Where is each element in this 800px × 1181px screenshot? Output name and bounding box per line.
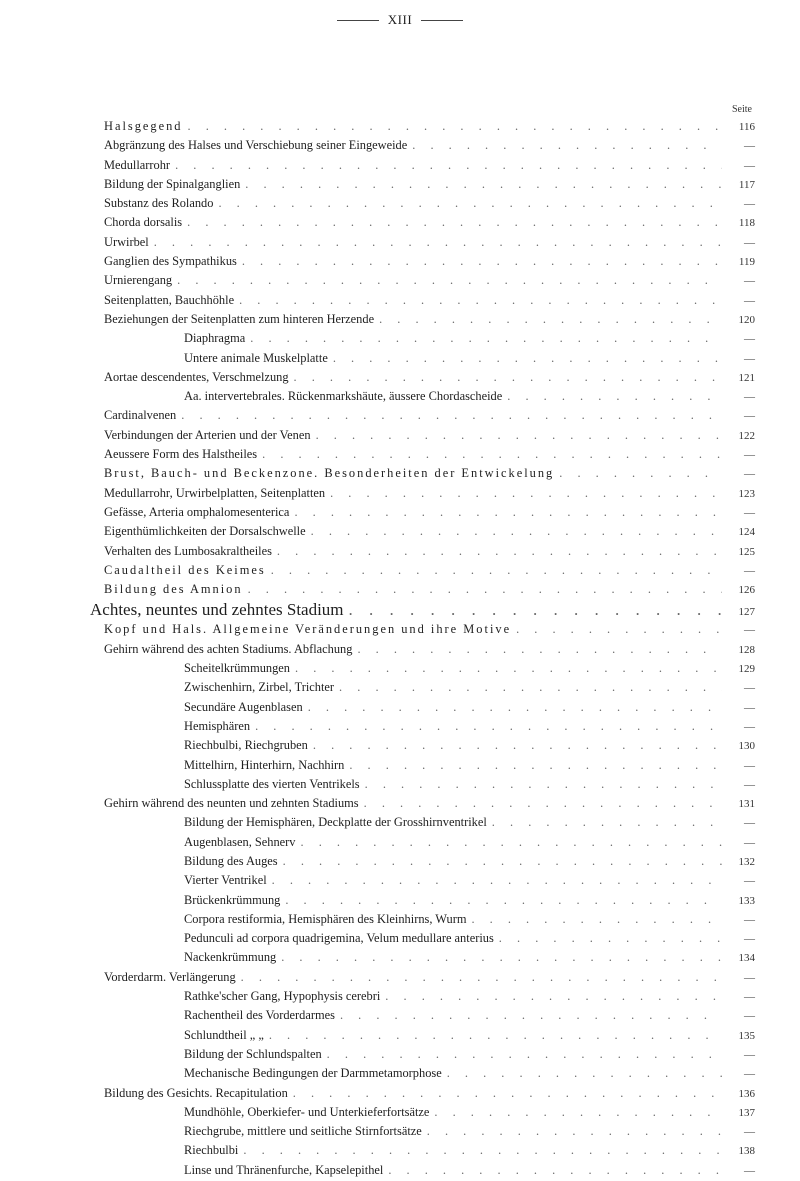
toc-entry-page: — bbox=[744, 624, 755, 637]
toc-entry bbox=[104, 233, 755, 252]
toc-entry-page: — bbox=[744, 1010, 755, 1023]
toc-entry bbox=[104, 464, 755, 483]
leader-dots bbox=[349, 756, 722, 775]
toc-entry-title: Aortae descendentes, Verschmelzung bbox=[104, 369, 289, 384]
toc-entry-title: Halsgegend bbox=[104, 119, 183, 133]
leader-dots bbox=[243, 1141, 722, 1160]
toc-entry bbox=[104, 271, 755, 290]
leader-dots bbox=[154, 233, 722, 252]
leader-dots bbox=[262, 445, 722, 464]
page-number: XIII bbox=[387, 12, 413, 27]
leader-dots bbox=[248, 580, 722, 599]
toc-entry bbox=[104, 659, 755, 678]
toc-entry-page: — bbox=[744, 468, 755, 481]
toc-entry-title: Nackenkrümmung bbox=[184, 950, 277, 965]
toc-entry-title: Augenblasen, Sehnerv bbox=[184, 834, 296, 849]
toc-entry-page: 136 bbox=[738, 1087, 755, 1100]
toc-entry bbox=[104, 349, 755, 368]
toc-entry-title: Bildung der Spinalganglien bbox=[104, 176, 241, 191]
leader-dots bbox=[316, 426, 722, 445]
toc-entry bbox=[104, 136, 755, 155]
toc-entry-title: Beziehungen der Seitenplatten zum hinteren Herzende bbox=[104, 311, 375, 326]
toc-entry-title: Urnierengang bbox=[104, 273, 173, 288]
toc-entry-page: — bbox=[744, 236, 755, 249]
toc-entry-title: Zwischenhirn, Zirbel, Trichter bbox=[184, 680, 335, 695]
toc-entry-title: Rathke'scher Gang, Hypophysis cerebri bbox=[184, 989, 381, 1004]
leader-dots bbox=[283, 852, 722, 871]
toc-entry bbox=[104, 291, 755, 310]
leader-dots bbox=[330, 484, 722, 503]
toc-entry bbox=[104, 1045, 755, 1064]
toc-entry-page: — bbox=[744, 1126, 755, 1139]
toc-entry-page: — bbox=[744, 140, 755, 153]
toc-entry-page: — bbox=[744, 1048, 755, 1061]
leader-dots bbox=[188, 117, 723, 136]
toc-entry bbox=[104, 368, 755, 387]
toc-entry-title: Pedunculi ad corpora quadrigemina, Velum medullare anterius bbox=[184, 931, 494, 946]
toc-entry-title: Linse und Thränenfurche, Kapselepithel bbox=[184, 1162, 384, 1177]
toc-entry-page: — bbox=[744, 1164, 755, 1177]
toc-entry-page: 120 bbox=[738, 313, 755, 326]
toc-entry bbox=[104, 580, 755, 599]
toc-entry-title: Achtes, neuntes und zehntes Stadium bbox=[90, 600, 344, 620]
toc-entry bbox=[104, 717, 755, 736]
toc-entry-title: Untere animale Muskelplatte bbox=[184, 350, 328, 365]
toc-entry-page: — bbox=[744, 817, 755, 830]
toc-entry-page: — bbox=[744, 933, 755, 946]
toc-entry-page: — bbox=[744, 159, 755, 172]
toc-entry-page: 117 bbox=[738, 178, 755, 191]
toc-entry-page: — bbox=[744, 391, 755, 404]
column-heading: Seite bbox=[732, 104, 752, 115]
toc-entry-page: — bbox=[744, 294, 755, 307]
toc-entry-page: — bbox=[744, 1068, 755, 1081]
toc-entry-page: 119 bbox=[738, 256, 755, 269]
toc-entry bbox=[104, 310, 755, 329]
toc-entry bbox=[104, 426, 755, 445]
toc-entry-page: — bbox=[744, 836, 755, 849]
leader-dots bbox=[447, 1064, 722, 1083]
leader-dots bbox=[250, 329, 722, 348]
toc-entry-title: Cardinalvenen bbox=[104, 408, 177, 423]
leader-dots bbox=[181, 406, 722, 425]
leader-dots bbox=[471, 910, 722, 929]
toc-entry-title: Medullarrohr bbox=[104, 157, 171, 172]
toc-entry-page: — bbox=[744, 971, 755, 984]
toc-entry bbox=[104, 852, 755, 871]
toc-entry-title: Aeussere Form des Halstheiles bbox=[104, 447, 258, 462]
toc-entry-title: Kopf und Hals. Allgemeine Veränderungen und ihre Motive bbox=[104, 622, 512, 637]
toc-entry-page: 116 bbox=[738, 121, 755, 133]
toc-entry-page: — bbox=[744, 913, 755, 926]
toc-entry bbox=[104, 929, 755, 948]
leader-dots bbox=[301, 833, 723, 852]
toc-entry bbox=[104, 987, 755, 1006]
toc-entry-title: Bildung des Gesichts. Recapitulation bbox=[104, 1085, 288, 1100]
toc-entry bbox=[104, 387, 755, 406]
toc-entry-title: Ganglien des Sympathikus bbox=[104, 254, 237, 269]
toc-entry-title: Riechbulbi, Riechgruben bbox=[184, 738, 308, 753]
toc-entry-title: Chorda dorsalis bbox=[104, 215, 183, 230]
toc-entry-title: Seitenplatten, Bauchhöhle bbox=[104, 292, 235, 307]
toc-entry-page: — bbox=[744, 333, 755, 346]
toc-entry-page: 137 bbox=[738, 1106, 755, 1119]
toc-entry-title: Verbindungen der Arterien und der Venen bbox=[104, 427, 311, 442]
toc-entry-page: — bbox=[744, 564, 755, 577]
toc-entry-page: — bbox=[744, 275, 755, 288]
toc-entry-page: 135 bbox=[738, 1029, 755, 1042]
leader-dots bbox=[364, 794, 722, 813]
toc-entry-page: — bbox=[744, 506, 755, 519]
leader-dots bbox=[559, 464, 722, 483]
toc-entry bbox=[104, 1006, 755, 1025]
toc-entry bbox=[104, 891, 755, 910]
toc-entry bbox=[104, 794, 755, 813]
leader-dots bbox=[311, 522, 722, 541]
toc-entry-page: 122 bbox=[738, 429, 755, 442]
toc-entry bbox=[104, 1064, 755, 1083]
toc-entry bbox=[104, 406, 755, 425]
toc-entry-title: Bildung der Schlundspalten bbox=[184, 1046, 322, 1061]
toc-entry-title: Vorderdarm. Verlängerung bbox=[104, 969, 236, 984]
toc-entry bbox=[104, 329, 755, 348]
toc-entry-title: Brückenkrümmung bbox=[184, 892, 281, 907]
toc-entry-page: 133 bbox=[738, 894, 755, 907]
leader-dots bbox=[333, 349, 722, 368]
toc-entry-page: 124 bbox=[738, 526, 755, 539]
toc-entry bbox=[104, 756, 755, 775]
toc-entry bbox=[104, 1161, 755, 1180]
toc-entry bbox=[104, 640, 755, 659]
toc-entry-title: Caudaltheil des Keimes bbox=[104, 562, 266, 577]
toc-entry-title: Urwirbel bbox=[104, 234, 149, 249]
leader-dots bbox=[294, 503, 722, 522]
toc-entry-page: 134 bbox=[738, 952, 755, 965]
toc-entry-page: — bbox=[744, 759, 755, 772]
toc-entry-page: — bbox=[744, 778, 755, 791]
toc-entry-title: Mechanische Bedingungen der Darmmetamorphose bbox=[184, 1066, 442, 1081]
toc-entry-page: — bbox=[744, 449, 755, 462]
toc-entry-title: Diaphragma bbox=[184, 331, 246, 346]
leader-dots bbox=[313, 736, 722, 755]
toc-entry-page: 126 bbox=[738, 584, 755, 597]
toc-entry bbox=[104, 775, 755, 794]
leader-dots bbox=[295, 659, 722, 678]
leader-dots bbox=[327, 1045, 722, 1064]
toc-entry bbox=[104, 1103, 755, 1122]
toc-entry bbox=[104, 910, 755, 929]
toc-entry-page: 121 bbox=[738, 371, 755, 384]
toc-entry-page: 128 bbox=[738, 643, 755, 656]
leader-dots bbox=[507, 387, 722, 406]
toc-entry bbox=[104, 445, 755, 464]
leader-dots bbox=[388, 1161, 722, 1180]
leader-dots bbox=[241, 968, 722, 987]
toc-entry-title: Bildung des Auges bbox=[184, 853, 278, 868]
toc-entry-page: 123 bbox=[738, 487, 755, 500]
toc-entry-title: Corpora restiformia, Hemisphären des Kleinhirns, Wurm bbox=[184, 911, 467, 926]
toc-entry bbox=[90, 599, 755, 620]
toc-entry-title: Secundäre Augenblasen bbox=[184, 699, 303, 714]
toc-entry bbox=[104, 117, 755, 136]
toc-entry-title: Riechbulbi bbox=[184, 1143, 239, 1158]
toc-entry-title: Verhalten des Lumbosakraltheiles bbox=[104, 543, 272, 558]
toc-entry bbox=[104, 1084, 755, 1103]
toc-entry bbox=[104, 175, 755, 194]
leader-dots bbox=[340, 1006, 722, 1025]
toc-entry-title: Substanz des Rolando bbox=[104, 196, 214, 211]
toc-entry-page: 129 bbox=[738, 663, 755, 676]
toc-entry-title: Mundhöhle, Oberkiefer- und Unterkieferfortsätze bbox=[184, 1104, 430, 1119]
toc-entry-title: Gefässe, Arteria omphalomesenterica bbox=[104, 504, 290, 519]
header-rule-right bbox=[421, 20, 463, 21]
toc-entry bbox=[104, 484, 755, 503]
toc-entry bbox=[104, 871, 755, 890]
toc-entry-title: Riechgrube, mittlere und seitliche Stirnfortsätze bbox=[184, 1124, 422, 1139]
toc-entry bbox=[104, 194, 755, 213]
leader-dots bbox=[434, 1103, 722, 1122]
leader-dots bbox=[349, 599, 722, 620]
leader-dots bbox=[177, 271, 722, 290]
toc-entry-title: Medullarrohr, Urwirbelplatten, Seitenplatten bbox=[104, 485, 326, 500]
toc-entry bbox=[104, 156, 755, 175]
toc-entry-page: — bbox=[744, 198, 755, 211]
leader-dots bbox=[385, 987, 722, 1006]
toc-entry-title: Vierter Ventrikel bbox=[184, 873, 267, 888]
toc-entry bbox=[104, 968, 755, 987]
toc-entry-page: — bbox=[744, 352, 755, 365]
toc-entry-page: 118 bbox=[738, 217, 755, 230]
toc-entry-page: — bbox=[744, 720, 755, 733]
leader-dots bbox=[427, 1122, 722, 1141]
toc-entry-title: Gehirn während des achten Stadiums. Abflachung bbox=[104, 641, 353, 656]
leader-dots bbox=[239, 291, 722, 310]
leader-dots bbox=[339, 678, 722, 697]
toc-entry bbox=[104, 1141, 755, 1160]
leader-dots bbox=[242, 252, 722, 271]
toc-entry-page: — bbox=[744, 875, 755, 888]
toc-entry-page: 125 bbox=[738, 545, 755, 558]
table-of-contents bbox=[90, 117, 755, 1180]
toc-entry-title: Brust, Bauch- und Beckenzone. Besonderheiten der Entwickelung bbox=[104, 466, 555, 481]
toc-entry-title: Bildung des Amnion bbox=[104, 582, 243, 597]
toc-entry-page: — bbox=[744, 410, 755, 423]
leader-dots bbox=[255, 717, 722, 736]
page-header bbox=[0, 12, 800, 28]
toc-entry-title: Hemisphären bbox=[184, 718, 251, 733]
toc-entry-page: — bbox=[744, 991, 755, 1004]
leader-dots bbox=[308, 698, 722, 717]
toc-entry bbox=[104, 1026, 755, 1045]
leader-dots bbox=[357, 640, 722, 659]
toc-entry-page: 138 bbox=[738, 1145, 755, 1158]
toc-entry bbox=[104, 948, 755, 967]
leader-dots bbox=[499, 929, 722, 948]
toc-entry bbox=[104, 542, 755, 561]
leader-dots bbox=[492, 813, 722, 832]
leader-dots bbox=[285, 891, 722, 910]
toc-entry-title: Aa. intervertebrales. Rückenmarkshäute, äussere Chordascheide bbox=[184, 389, 503, 404]
leader-dots bbox=[412, 136, 722, 155]
toc-entry bbox=[104, 813, 755, 832]
toc-entry bbox=[104, 698, 755, 717]
toc-entry bbox=[104, 561, 755, 580]
toc-entry-title: Mittelhirn, Hinterhirn, Nachhirn bbox=[184, 757, 345, 772]
toc-entry bbox=[104, 620, 755, 639]
toc-entry-title: Gehirn während des neunten und zehnten Stadiums bbox=[104, 796, 359, 811]
leader-dots bbox=[175, 156, 722, 175]
toc-entry bbox=[104, 1122, 755, 1141]
toc-entry-page: 130 bbox=[738, 740, 755, 753]
toc-entry-page: 127 bbox=[738, 606, 755, 619]
toc-entry-title: Eigenthümlichkeiten der Dorsalschwelle bbox=[104, 524, 306, 539]
leader-dots bbox=[277, 542, 722, 561]
leader-dots bbox=[281, 948, 722, 967]
header-rule-left bbox=[337, 20, 379, 21]
toc-entry-title: Abgränzung des Halses und Verschiebung seiner Eingeweide bbox=[104, 138, 408, 153]
leader-dots bbox=[294, 368, 722, 387]
toc-entry-page: 131 bbox=[738, 798, 755, 811]
leader-dots bbox=[379, 310, 722, 329]
toc-entry bbox=[104, 678, 755, 697]
leader-dots bbox=[271, 561, 722, 580]
toc-entry-page: — bbox=[744, 701, 755, 714]
leader-dots bbox=[293, 1084, 722, 1103]
toc-entry bbox=[104, 503, 755, 522]
toc-entry-title: Schlussplatte des vierten Ventrikels bbox=[184, 776, 360, 791]
toc-entry-title: Bildung der Hemisphären, Deckplatte der Grosshirnventrikel bbox=[184, 815, 487, 830]
toc-entry-title: Scheitelkrümmungen bbox=[184, 661, 290, 676]
toc-entry bbox=[104, 833, 755, 852]
leader-dots bbox=[365, 775, 722, 794]
leader-dots bbox=[245, 175, 722, 194]
leader-dots bbox=[269, 1026, 722, 1045]
toc-entry-page: — bbox=[744, 682, 755, 695]
toc-entry bbox=[104, 213, 755, 232]
toc-entry bbox=[104, 736, 755, 755]
leader-dots bbox=[218, 194, 722, 213]
leader-dots bbox=[187, 213, 722, 232]
toc-entry-title: Rachentheil des Vorderdarmes bbox=[184, 1008, 335, 1023]
toc-entry bbox=[104, 252, 755, 271]
toc-entry-page: 132 bbox=[738, 855, 755, 868]
toc-entry bbox=[104, 522, 755, 541]
toc-entry-title: Schlundtheil „ „ bbox=[184, 1027, 264, 1042]
leader-dots bbox=[516, 620, 722, 639]
leader-dots bbox=[272, 871, 722, 890]
